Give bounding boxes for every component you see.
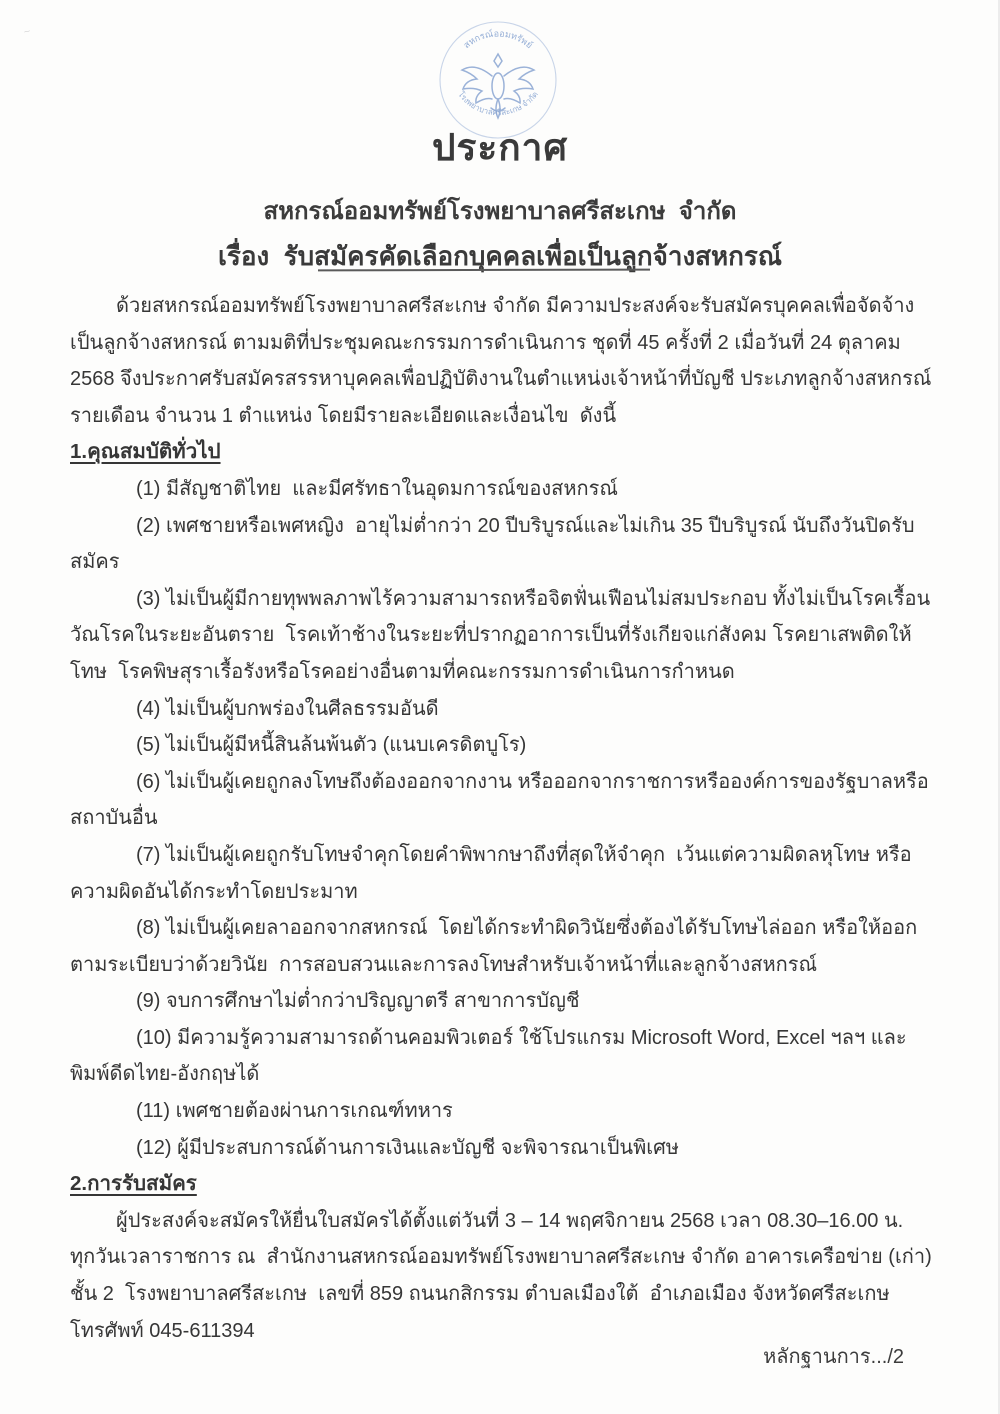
qualification-item: (11) เพศชายต้องผ่านการเกณฑ์ทหาร	[136, 1100, 453, 1123]
application-paragraph: ผู้ประสงค์จะสมัครให้ยื่นใบสมัครได้ตั้งแต่วันที่ 3 – 14 พฤศจิกายน 2568 เวลา 08.30–16.00 น. ทุกวันเวลาราชการ ณ สำนักงานสหกรณ์ออมทรัพย์โรงพยาบาลศรีสะเกษ จำกัด อาคารเครือข่าย (เก่า) ชั้น 2 โรงพยาบาลศรีสะเกษ เลขที่ 859 ถนนกสิกรรม ตำบลเมืองใต้ อำเภอเมือง จังหวัดศรีสะเกษ โทรศัพท์ 045-611394	[70, 1209, 938, 1342]
page-continuation-note: หลักฐานการ.../2	[763, 1346, 904, 1368]
qualification-item: (9) จบการศึกษาไม่ต่ำกว่าปริญญาตรี สาขาการบัญชี	[136, 990, 580, 1013]
qualification-item: (12) ผู้มีประสบการณ์ด้านการเงินและบัญชี จะพิจารณาเป็นพิเศษ	[136, 1136, 679, 1159]
qualification-item: (7) ไม่เป็นผู้เคยถูกรับโทษจำคุกโดยคำพิพากษาถึงที่สุดให้จำคุก เว้นแต่ความผิดลหุโทษ หรือความผิดอันได้กระทำโดยประมาท	[70, 843, 912, 903]
qualification-item: (4) ไม่เป็นผู้บกพร่องในศีลธรรมอันดี	[136, 697, 439, 720]
scan-smudge: ~	[22, 25, 32, 39]
qualification-item: (5) ไม่เป็นผู้มีหนี้สินล้นพ้นตัว (แนบเครดิตบูโร)	[136, 734, 527, 757]
qualification-item: (3) ไม่เป็นผู้มีกายทุพพลภาพไร้ความสามารถหรือจิตฟั่นเฟือนไม่สมประกอบ ทั้งไม่เป็นโรคเรื้อน วัณโรคในระยะอันตราย โรคเท้าช้างในระยะที่ปรากฏอาการเป็นที่รังเกียจแก่สังคม โรคยาเสพติดให้โทษ โรคพิษสุราเรื้อรังหรือโรคอย่างอื่นตามที่คณะกรรมการดำเนินการกำหนด	[70, 587, 936, 683]
document-body	[70, 288, 938, 1349]
section-1-heading: 1.คุณสมบัติทั่วไป	[70, 440, 221, 464]
seal-ring-text-bottom: โรงพยาบาลศรีสะเกษ จำกัด	[456, 89, 540, 118]
qualification-item: (10) มีความรู้ความสามารถด้านคอมพิวเตอร์ ใช้โปรแกรม Microsoft Word, Excel ฯลฯ และพิมพ์ดีดไทย-อังกฤษได้	[70, 1026, 907, 1086]
organization-name: สหกรณ์ออมทรัพย์โรงพยาบาลศรีสะเกษ จำกัด	[263, 198, 737, 225]
seal-ring-text-top: สหกรณ์ออมทรัพย์	[461, 28, 535, 51]
qualification-item: (6) ไม่เป็นผู้เคยถูกลงโทษถึงต้องออกจากงาน หรือออกจากราชการหรือองค์การของรัฐบาลหรือสถาบันอื่น	[70, 770, 929, 830]
qualification-item: (1) มีสัญชาติไทย และมีศรัทธาในอุดมการณ์ของสหกรณ์	[136, 477, 618, 500]
section-2-heading: 2.การรับสมัคร	[70, 1172, 197, 1196]
subject-line: เรื่อง รับสมัครคัดเลือกบุคคลเพื่อเป็นลูกจ้างสหกรณ์	[218, 241, 782, 271]
svg-text:สหกรณ์ออมทรัพย์	[462, 28, 536, 51]
page-title: ประกาศ	[432, 127, 568, 168]
qualification-item: (8) ไม่เป็นผู้เคยลาออกจากสหกรณ์ โดยได้กระทำผิดวินัยซึ่งต้องได้รับโทษไล่ออก หรือให้ออกตามระเบียบว่าด้วยวินัย การสอบสวนและการลงโทษสำหรับเจ้าหน้าที่และลูกจ้างสหกรณ์	[70, 917, 918, 976]
svg-text:โรงพยาบาลศรีสะเกษ จำกัด	[456, 89, 540, 117]
document-header	[0, 118, 1000, 277]
qualification-item: (2) เพศชายหรือเพศหญิง อายุไม่ต่ำกว่า 20 ปีบริบูรณ์และไม่เกิน 35 ปีบริบูรณ์ นับถึงวันปิดรับสมัคร	[70, 514, 915, 574]
intro-paragraph: ด้วยสหกรณ์ออมทรัพย์โรงพยาบาลศรีสะเกษ จำกัด มีความประสงค์จะรับสมัครบุคคลเพื่อจัดจ้างเป็นลูกจ้างสหกรณ์ ตามมติที่ประชุมคณะกรรมการดำเนินการ ชุดที่ 45 ครั้งที่ 2 เมื่อวันที่ 24 ตุลาคม 2568 จึงประกาศรับสมัครสรรหาบุคคลเพื่อปฏิบัติงานในตำแหน่งเจ้าหน้าที่บัญชี ประเภทลูกจ้างสหกรณ์รายเดือน จำนวน 1 ตำแหน่ง โดยมีรายละเอียดและเงื่อนไข ดังนี้	[70, 295, 932, 427]
